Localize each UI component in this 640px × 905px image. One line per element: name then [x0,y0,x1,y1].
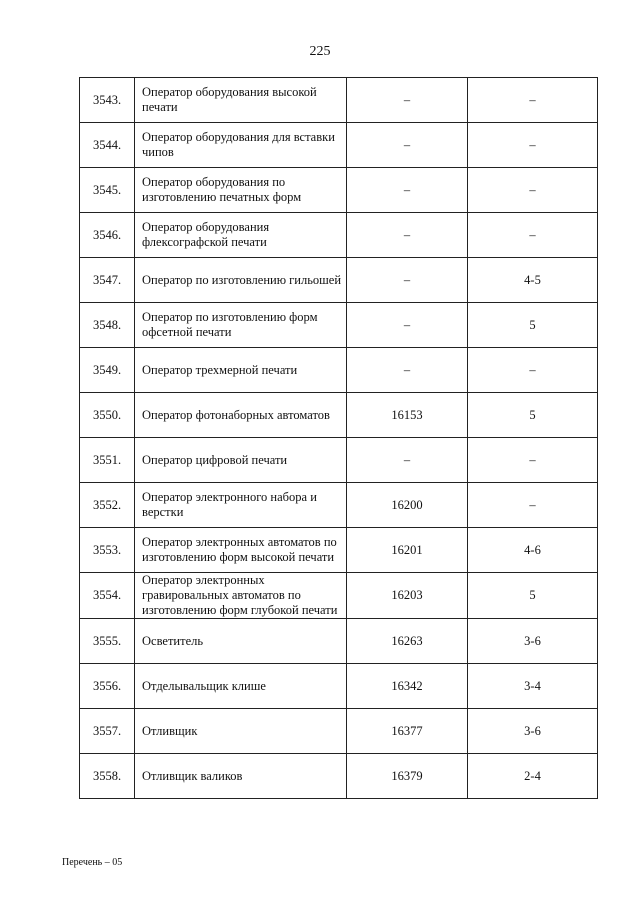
profession-name: Оператор трехмерной печати [135,348,347,393]
profession-code: – [347,78,468,123]
table-row [80,393,598,438]
table-row [80,348,598,393]
profession-code: 16153 [347,393,468,438]
profession-code: – [347,213,468,258]
row-number: 3558. [80,754,135,799]
profession-name: Отделывальщик клише [135,664,347,709]
row-number: 3547. [80,258,135,303]
table-row [80,438,598,483]
profession-table [79,77,598,799]
profession-code: 16263 [347,619,468,664]
profession-code: 16203 [347,573,468,619]
rank-range: 3-6 [468,709,598,754]
profession-name: Оператор оборудования флексографской печати [135,213,347,258]
rank-range: 4-6 [468,528,598,573]
profession-name: Оператор электронных автоматов по изготовлению форм высокой печати [135,528,347,573]
rank-range: 2-4 [468,754,598,799]
row-number: 3545. [80,168,135,213]
profession-name: Оператор фотонаборных автоматов [135,393,347,438]
table-row [80,619,598,664]
table-row [80,754,598,799]
profession-code: – [347,348,468,393]
profession-code: 16201 [347,528,468,573]
row-number: 3555. [80,619,135,664]
row-number: 3553. [80,528,135,573]
profession-code: 16377 [347,709,468,754]
profession-name: Оператор электронных гравировальных автоматов по изготовлению форм глубокой печати [135,573,347,619]
profession-name: Отливщик валиков [135,754,347,799]
rank-range: – [468,348,598,393]
row-number: 3552. [80,483,135,528]
table-row [80,213,598,258]
row-number: 3554. [80,573,135,619]
profession-code: 16379 [347,754,468,799]
page-number: 225 [309,44,331,59]
table-row [80,709,598,754]
table-row [80,123,598,168]
rank-range: – [468,483,598,528]
rank-range: – [468,168,598,213]
rank-range: 3-6 [468,619,598,664]
row-number: 3550. [80,393,135,438]
profession-name: Отливщик [135,709,347,754]
rank-range: 5 [468,303,598,348]
profession-code: – [347,258,468,303]
row-number: 3546. [80,213,135,258]
profession-name: Оператор оборудования по изготовлению печатных форм [135,168,347,213]
table-row [80,528,598,573]
profession-name: Оператор по изготовлению гильошей [135,258,347,303]
rank-range: 3-4 [468,664,598,709]
row-number: 3556. [80,664,135,709]
rank-range: 5 [468,393,598,438]
profession-name: Оператор по изготовлению форм офсетной печати [135,303,347,348]
table-row [80,168,598,213]
profession-name: Оператор оборудования высокой печати [135,78,347,123]
rank-range: 5 [468,573,598,619]
profession-code: 16200 [347,483,468,528]
rank-range: 4-5 [468,258,598,303]
profession-code: – [347,438,468,483]
row-number: 3543. [80,78,135,123]
profession-code: – [347,303,468,348]
table-row [80,483,598,528]
profession-name: Оператор электронного набора и верстки [135,483,347,528]
profession-code: – [347,123,468,168]
row-number: 3548. [80,303,135,348]
rank-range: – [468,123,598,168]
profession-code: – [347,168,468,213]
row-number: 3551. [80,438,135,483]
profession-name: Осветитель [135,619,347,664]
table-row [80,573,598,619]
table-row [80,78,598,123]
table-row [80,664,598,709]
row-number: 3557. [80,709,135,754]
footer-label: Перечень – 05 [62,857,123,868]
row-number: 3549. [80,348,135,393]
table-row [80,303,598,348]
profession-name: Оператор оборудования для вставки чипов [135,123,347,168]
profession-code: 16342 [347,664,468,709]
profession-name: Оператор цифровой печати [135,438,347,483]
table-row [80,258,598,303]
table-body [80,78,598,799]
rank-range: – [468,438,598,483]
rank-range: – [468,213,598,258]
rank-range: – [468,78,598,123]
row-number: 3544. [80,123,135,168]
